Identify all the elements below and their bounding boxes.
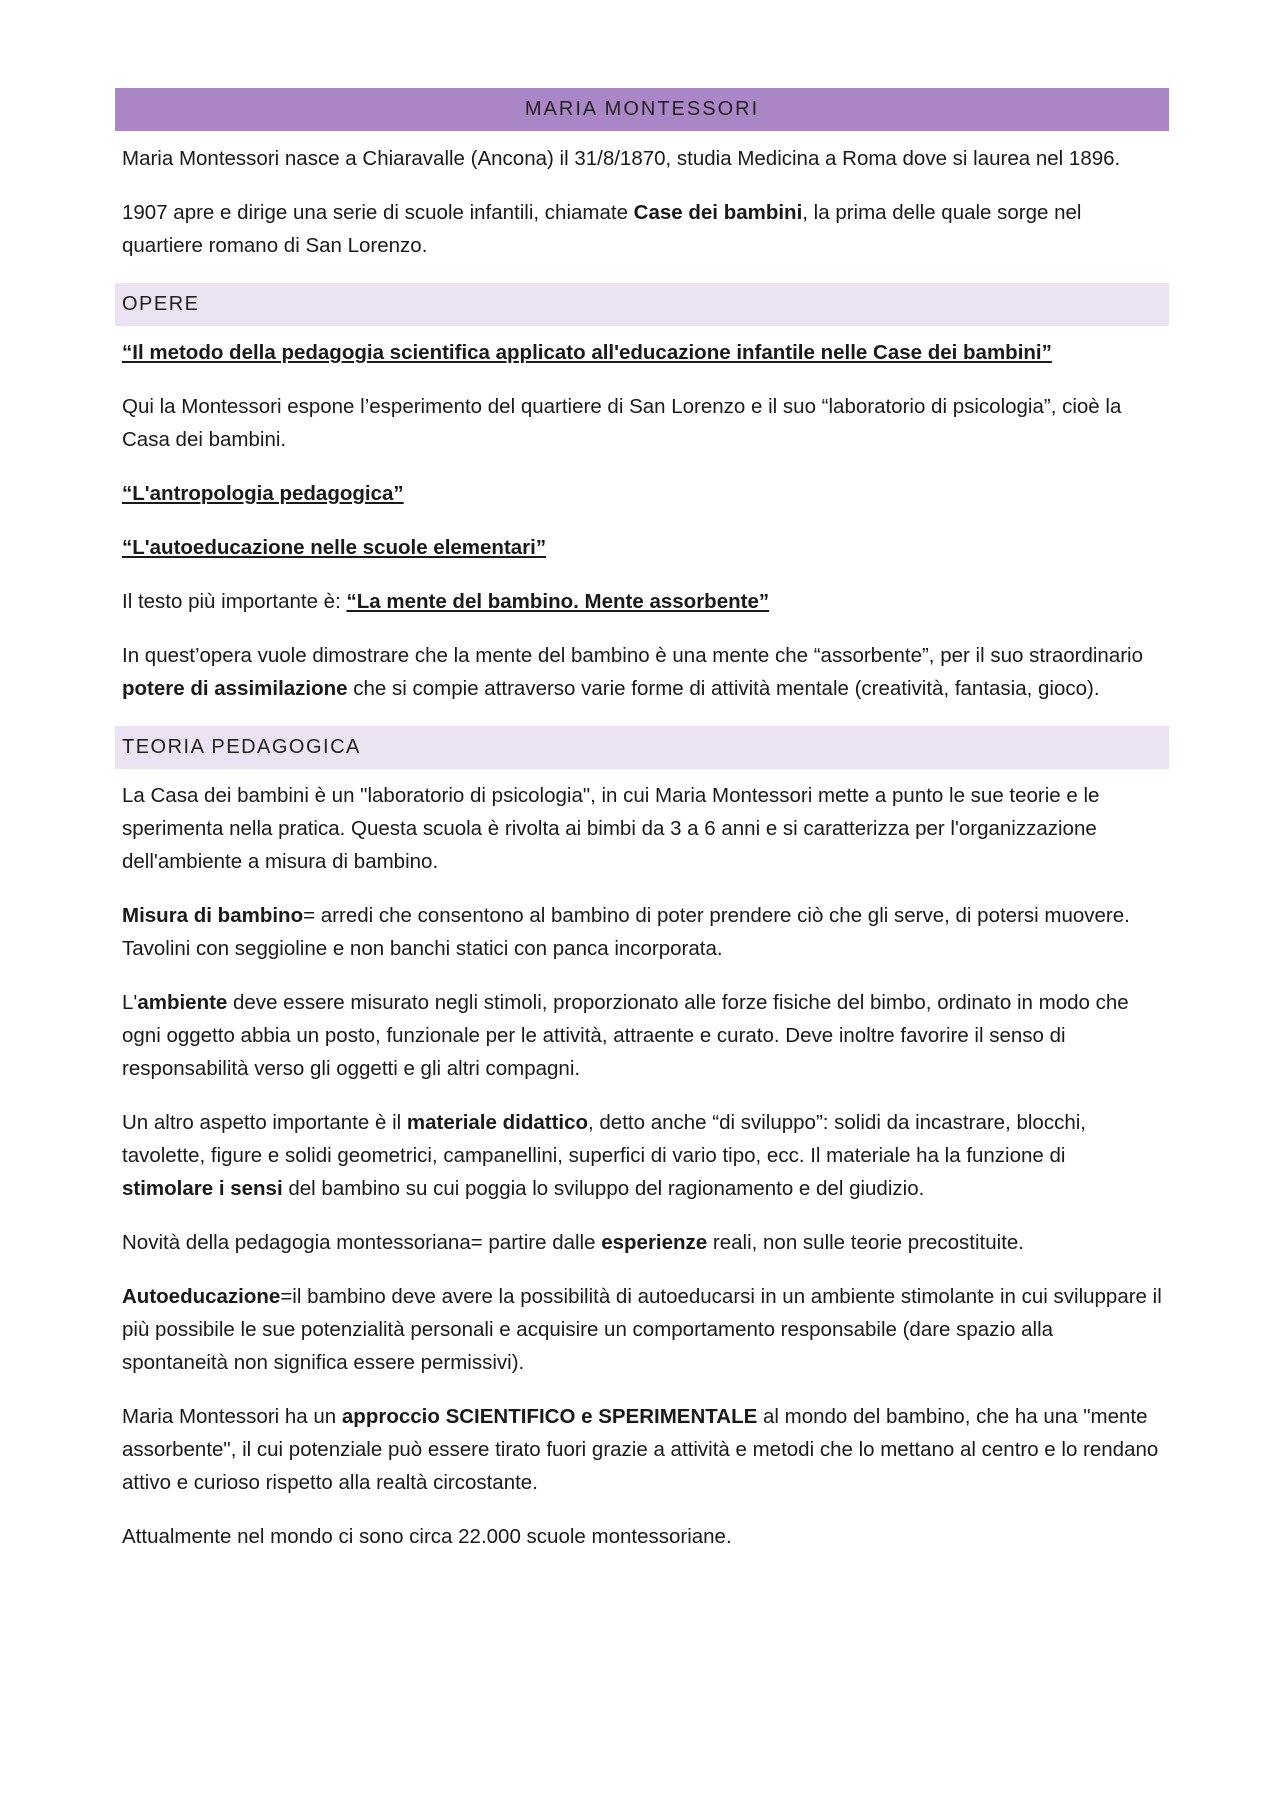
text-span: reali, non sulle teorie precostituite. [707,1231,1024,1254]
teoria-paragraph [122,1520,1162,1553]
section-heading-teoria: TEORIA PEDAGOGICA [115,726,1169,769]
text-span: = arredi che consentono al bambino di poter prendere ciò che gli serve, di potersi muovere. Tavolini con seggioline e non banchi statici con panca incorporata. [122,904,1130,960]
work-title [122,336,1162,369]
work-title-text: “Il metodo della pedagogia scientifica applicato all'educazione infantile nelle Case dei bambini” [122,341,1052,364]
bold-term: approccio SCIENTIFICO e SPERIMENTALE [341,1405,758,1428]
intro-text: Maria Montessori nasce a Chiaravalle (Ancona) il 31/8/1870, studia Medicina a Roma dove si laurea nel 1896. [122,147,1121,170]
bold-term: Misura di bambino [122,904,304,927]
text-span: Maria Montessori ha un [122,1405,342,1428]
text-span: Qui la Montessori espone l’esperimento del quartiere di San Lorenzo e il suo “laboratorio di psicologia”, cioè la Casa dei bambini. [122,395,1122,451]
intro-paragraph-case [122,196,1162,262]
text-span: del bambino su cui poggia lo sviluppo del ragionamento e del giudizio. [282,1177,925,1200]
bold-term: materiale didattico [406,1111,589,1134]
work-description [122,390,1162,456]
text-span: Attualmente nel mondo ci sono circa 22.000 scuole montessoriane. [122,1525,732,1548]
bold-term: Autoeducazione [122,1285,281,1308]
text-span: , detto anche “di sviluppo”: solidi da incastrare, blocchi, tavolette, figure e solidi geometrici, campanellini, superfici di vario tipo, ecc. Il materiale ha la funzione di [122,1111,1086,1167]
text-span: , la prima delle quale sorge nel quartiere romano di San Lorenzo. [122,201,1082,257]
work-title-text: “La mente del bambino. Mente assorbente” [346,590,770,613]
opere-section [122,336,1162,705]
important-work [122,585,1162,618]
text-span: La Casa dei bambini è un "laboratorio di psicologia", in cui Maria Montessori mette a punto le sue teorie e le sperimenta nella pratica. Questa scuola è rivolta ai bimbi da 3 a 6 anni e si caratterizza per l'organizzazione dell'ambiente a misura di bambino. [122,784,1100,873]
bold-term: ambiente [137,991,228,1014]
text-span: Il testo più importante è: [122,590,347,613]
section-heading-opere: OPERE [115,283,1169,326]
teoria-paragraph [122,779,1162,878]
teoria-paragraph [122,1226,1162,1259]
intro-section [122,142,1162,262]
teoria-section [122,779,1162,1553]
teoria-paragraph [122,899,1162,965]
text-span: L' [122,991,138,1014]
teoria-paragraph [122,1280,1162,1379]
work-title-text: “L'antropologia pedagogica” [122,482,404,505]
text-span: =il bambino deve avere la possibilità di autoeducarsi in un ambiente stimolante in cui sviluppare il più possibile le sue potenzialità personali e acquisire un comportamento responsabile (dare spazio alla spontaneità non significa essere permissivi). [122,1285,1162,1374]
text-span: Un altro aspetto importante è il [122,1111,407,1134]
text-span: che si compie attraverso varie forme di attività mentale (creatività, fantasia, gioco). [347,677,1100,700]
teoria-paragraph [122,1400,1162,1499]
teoria-paragraph [122,1106,1162,1205]
intro-paragraph-birth [122,142,1162,175]
text-span: In quest’opera vuole dimostrare che la mente del bambino è una mente che “assorbente”, per il suo straordinario [122,644,1144,667]
work-description [122,639,1162,705]
teoria-paragraph [122,986,1162,1085]
work-title [122,531,1162,564]
bold-term: stimolare i sensi [122,1177,283,1200]
document-title: MARIA MONTESSORI [115,88,1169,131]
work-title-text: “L'autoeducazione nelle scuole elementari” [122,536,547,559]
text-span: al mondo del bambino, che ha una "mente assorbente", il cui potenziale può essere tirato fuori grazie a attività e metodi che lo mettano al centro e lo rendano attivo e curioso rispetto alla realtà circostante. [122,1405,1159,1494]
bold-term: Case dei bambini [633,201,803,224]
text-span: Novità della pedagogia montessoriana= partire dalle [122,1231,602,1254]
text-span: deve essere misurato negli stimoli, proporzionato alle forze fisiche del bimbo, ordinato in modo che ogni oggetto abbia un posto, funzionale per le attività, attraente e curato. Deve inoltre favorire il senso di responsabilità verso gli oggetti e gli altri compagni. [122,991,1129,1080]
bold-term: potere di assimilazione [122,677,348,700]
text-span: 1907 apre e dirige una serie di scuole infantili, chiamate [122,201,634,224]
bold-term: esperienze [601,1231,708,1254]
work-title [122,477,1162,510]
